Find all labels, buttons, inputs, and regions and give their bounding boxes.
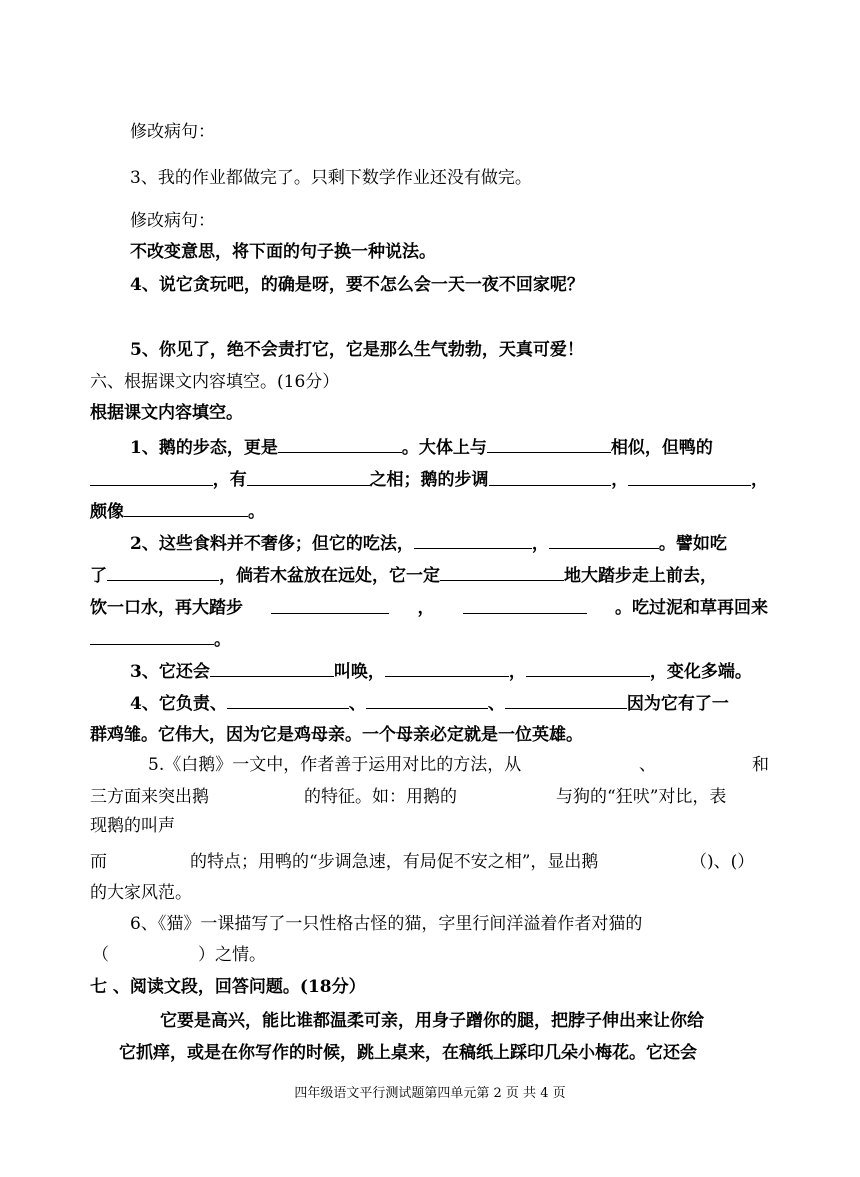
fill-2-line-2: 了 ，倘若木盆放在远处，它一定 地大踏步走上前去， xyxy=(90,566,717,586)
blank[interactable] xyxy=(247,469,370,486)
fill-6-close: ）之情。 xyxy=(198,945,266,965)
fill-3-line: 3、它还会 叫唤， ， ，变化多端。 xyxy=(130,662,752,682)
blank[interactable] xyxy=(227,692,349,709)
blank[interactable] xyxy=(505,692,627,709)
rewrite-instruction: 不改变意思，将下面的句子换一种说法。 xyxy=(130,242,436,262)
fill-4-line-2: 群鸡雏。它伟大，因为它是鸡母亲。一个母亲必定就是一位英雄。 xyxy=(90,725,583,745)
fill-2-line-1: 2、这些食料并不奢侈；但它的吃法， ， 。譬如吃 xyxy=(130,534,727,554)
fill-5-sep-2: 和 xyxy=(752,755,769,775)
blank[interactable] xyxy=(210,660,334,677)
blank[interactable] xyxy=(385,660,509,677)
passage-line-2: 它抓痒，或是在你写作的时候，跳上桌来，在稿纸上踩印几朵小梅花。它还会 xyxy=(119,1043,697,1063)
blank[interactable] xyxy=(628,469,751,486)
blank[interactable] xyxy=(463,597,587,614)
fill-5-line-5: 的大家风范。 xyxy=(90,883,192,903)
blank[interactable] xyxy=(90,469,213,486)
fill-6-line-1: 6、《猫》一课描写了一只性格古怪的猫，字里行间洋溢着作者对猫的 xyxy=(130,914,643,934)
question-4-sentence: 4、说它贪玩吧，的确是呀，要不怎么会一天一夜不回家呢？ xyxy=(130,275,584,295)
fill-2-line-3: 饮一口水，再大踏步 ， 。吃过泥和草再回来 xyxy=(90,598,768,618)
fill-5-line-3: 现鹅的叫声 xyxy=(90,816,175,836)
blank[interactable] xyxy=(526,660,650,677)
fill-1-line-1: 1、鹅的步态，更是 。大体上与 相似，但鸭的 xyxy=(130,438,713,458)
blank[interactable] xyxy=(414,532,532,549)
q3-fix-label-top: 修改病句： xyxy=(130,122,215,142)
question-5-sentence: 5、你见了，绝不会责打它，它是那么生气勃勃，天真可爱！ xyxy=(130,340,584,360)
fill-5-line-2a: 三方面来突出鹅 xyxy=(90,787,209,807)
q3-fix-label: 修改病句： xyxy=(130,211,215,231)
fill-4-line-1: 4、它负责、 、 、 因为它有了一 xyxy=(130,694,729,714)
fill-5-line-4c: （)、(） xyxy=(690,852,755,872)
blank[interactable] xyxy=(549,532,659,549)
blank[interactable] xyxy=(271,597,389,614)
fill-5-line-1: 5.《白鹅》一文中，作者善于运用对比的方法，从 xyxy=(148,755,522,775)
fill-1-line-3: 颇像 。 xyxy=(90,502,265,522)
blank[interactable] xyxy=(487,436,611,453)
fill-5-line-2c: 与狗的“狂吠”对比，表 xyxy=(556,787,727,807)
fill-5-line-4a: 而 xyxy=(90,852,107,872)
section-6-subtitle: 根据课文内容填空。 xyxy=(90,403,243,423)
fill-2-line-4: 。 xyxy=(90,628,231,651)
fill-5-line-2b: 的特征。如：用鹅的 xyxy=(304,787,457,807)
blank[interactable] xyxy=(489,469,612,486)
fill-5-sep-1: 、 xyxy=(639,755,656,775)
blank[interactable] xyxy=(366,692,488,709)
blank[interactable] xyxy=(107,564,219,581)
fill-6-open: （ xyxy=(92,945,109,965)
page-footer: 四年级语文平行测试题第四单元第 2 页 共 4 页 xyxy=(294,1086,566,1101)
fill-5-line-4b: 的特点；用鸭的“步调急速，有局促不安之相”，显出鹅 xyxy=(190,852,599,872)
blank[interactable] xyxy=(124,500,248,517)
section-7-title: 七 、阅读文段，回答问题。(18分） xyxy=(90,977,366,997)
section-6-title: 六、根据课文内容填空。(16分） xyxy=(90,372,340,392)
passage-line-1: 它要是高兴，能比谁都温柔可亲，用身子蹭你的腿，把脖子伸出来让你给 xyxy=(160,1011,704,1031)
blank[interactable] xyxy=(440,564,564,581)
question-3-sentence: 3、我的作业都做完了。只剩下数学作业还没有做完。 xyxy=(130,168,532,188)
fill-1-line-2: ，有 之相；鹅的步调 ， ， xyxy=(90,469,768,491)
blank[interactable] xyxy=(278,436,402,453)
blank[interactable] xyxy=(90,628,214,645)
